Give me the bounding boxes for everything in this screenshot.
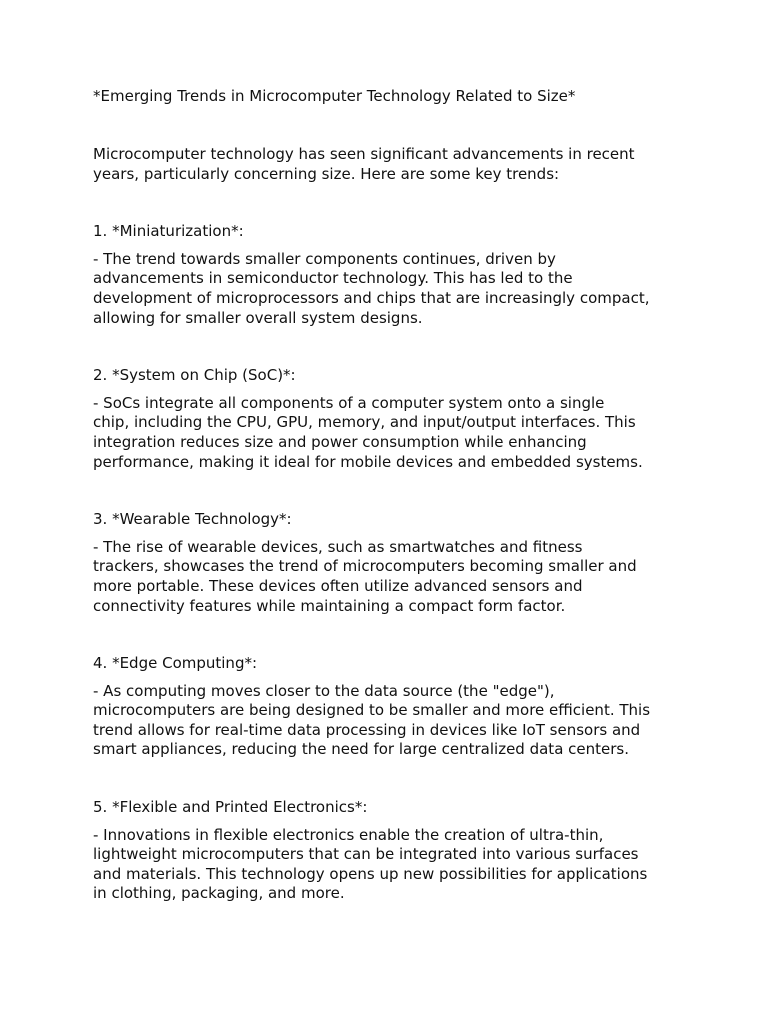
section-heading: 2. *System on Chip (SoC)*: [93,366,296,385]
section-heading: 4. *Edge Computing*: [93,654,258,673]
trend-section [93,654,683,760]
trend-section [93,798,683,904]
section-body: - The trend towards smaller components continues, driven by advancements in semiconductor technology. This has led to the development of microprocessors and chips that are increasingly compact, allowing for smaller overall system designs. [93,249,650,327]
document-title: *Emerging Trends in Microcomputer Technology Related to Size* [93,87,576,105]
section-body: - Innovations in flexible electronics enable the creation of ultra-thin, lightweight microcomputers that can be integrated into various surfaces and materials. This technology opens up new possibilities for applications in clothing, packaging, and more. [93,825,648,903]
section-body: - The rise of wearable devices, such as smartwatches and fitness trackers, showcases the trend of microcomputers becoming smaller and more portable. These devices often utilize advanced sensors and connectivity features while maintaining a compact form factor. [93,537,637,615]
section-body: - SoCs integrate all components of a computer system onto a single chip, including the CPU, GPU, memory, and input/output interfaces. This integration reduces size and power consumption while enhancing performance, making it ideal for mobile devices and embedded systems. [93,393,643,471]
section-heading: 3. *Wearable Technology*: [93,510,292,529]
intro-paragraph: Microcomputer technology has seen significant advancements in recent years, particularly concerning size. Here are some key trends: [93,145,635,183]
section-body: - As computing moves closer to the data source (the "edge"), microcomputers are being designed to be smaller and more efficient. This trend allows for real-time data processing in devices like IoT sensors and smart appliances, reducing the need for large centralized data centers. [93,681,651,759]
trend-section [93,222,683,328]
section-heading: 5. *Flexible and Printed Electronics*: [93,798,368,817]
trend-section [93,510,683,616]
trend-section [93,366,683,472]
section-heading: 1. *Miniaturization*: [93,222,244,241]
document-page [93,87,683,904]
